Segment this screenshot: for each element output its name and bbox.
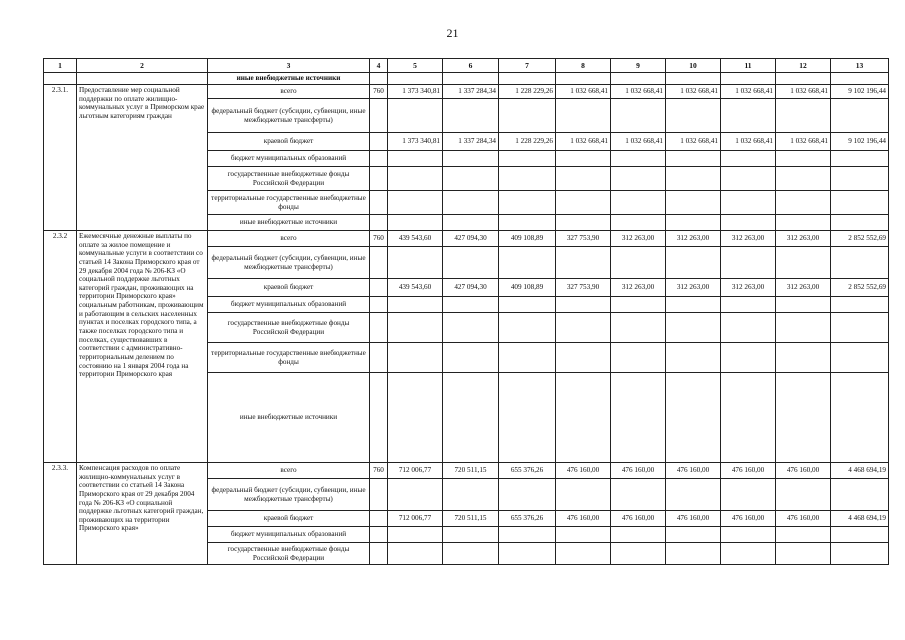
responsible-code xyxy=(370,151,388,167)
amount-cell xyxy=(831,297,889,313)
measure-name: Компенсация расходов по оплате жилищно-коммунальных услуг в соответствии со статьей 14 Закона Приморского края от 29 декабря 2004 года № 206-КЗ «О социальной поддержке льготных категорий граждан, проживающих на территории Приморского края» xyxy=(77,463,208,565)
amount-cell xyxy=(499,215,556,231)
responsible-code: 760 xyxy=(370,231,388,247)
column-number: 7 xyxy=(499,59,556,73)
amount-cell xyxy=(776,297,831,313)
responsible-code xyxy=(370,133,388,151)
amount-cell xyxy=(443,343,499,373)
amount-cell xyxy=(721,167,776,191)
amount-cell xyxy=(666,543,721,565)
amount-cell: 1 373 340,81 xyxy=(388,133,443,151)
amount-cell xyxy=(666,527,721,543)
program-rows xyxy=(44,85,889,565)
amount-cell: 4 468 694,19 xyxy=(831,511,889,527)
amount-cell xyxy=(388,479,443,511)
amount-cell xyxy=(443,99,499,133)
page-number: 21 xyxy=(446,26,459,40)
column-number: 6 xyxy=(443,59,499,73)
amount-cell: 712 006,77 xyxy=(388,511,443,527)
amount-cell xyxy=(443,479,499,511)
amount-cell: 476 160,00 xyxy=(611,463,666,479)
responsible-code xyxy=(370,247,388,279)
amount-cell xyxy=(721,99,776,133)
amount-cell: 720 511,15 xyxy=(443,463,499,479)
amount-cell xyxy=(611,167,666,191)
amount-cell xyxy=(556,343,611,373)
column-number-row xyxy=(44,59,889,73)
amount-cell xyxy=(721,191,776,215)
amount-cell xyxy=(611,191,666,215)
responsible-code xyxy=(370,297,388,313)
amount-cell xyxy=(611,343,666,373)
amount-cell xyxy=(776,99,831,133)
funding-source: территориальные государственные внебюджетные фонды xyxy=(208,191,370,215)
amount-cell xyxy=(556,167,611,191)
table-row xyxy=(44,231,889,247)
amount-cell xyxy=(831,167,889,191)
amount-cell xyxy=(499,543,556,565)
amount-cell: 312 263,00 xyxy=(776,279,831,297)
amount-cell: 712 006,77 xyxy=(388,463,443,479)
funding-source: бюджет муниципальных образований xyxy=(208,151,370,167)
amount-cell xyxy=(499,343,556,373)
amount-cell xyxy=(388,297,443,313)
measure-name: Ежемесячные денежные выплаты по оплате за жилое помещение и коммунальные услуги в соответствии со статьей 14 Закона Приморского края от 29 декабря 2004 года № 206-КЗ «О социальной поддержке льготных категорий граждан, проживающих на территории Приморского края» социальным работникам, проживающим и работающим в сельских населенных пунктах и поселках городского типа, а также поселках городского типа и поселках, существовавших в соответствии с административно-территориальным делением по состоянию на 1 января 2004 года на территории Приморского края xyxy=(77,231,208,463)
funding-source: краевой бюджет xyxy=(208,133,370,151)
amount-cell xyxy=(611,527,666,543)
amount-cell xyxy=(831,373,889,463)
amount-cell xyxy=(499,313,556,343)
amount-cell xyxy=(831,543,889,565)
column-number: 3 xyxy=(208,59,370,73)
row-index: 2.3.3. xyxy=(44,463,77,565)
amount-cell: 312 263,00 xyxy=(666,279,721,297)
amount-cell xyxy=(666,247,721,279)
funding-source: всего xyxy=(208,85,370,99)
amount-cell xyxy=(556,313,611,343)
amount-cell xyxy=(666,167,721,191)
amount-cell xyxy=(499,167,556,191)
table-row xyxy=(44,73,889,85)
responsible-code: 760 xyxy=(370,463,388,479)
responsible-code xyxy=(370,167,388,191)
responsible-code xyxy=(370,191,388,215)
column-number: 10 xyxy=(666,59,721,73)
funding-source: бюджет муниципальных образований xyxy=(208,297,370,313)
funding-source: территориальные государственные внебюджетные фонды xyxy=(208,343,370,373)
amount-cell xyxy=(776,191,831,215)
amount-cell xyxy=(776,247,831,279)
table-row xyxy=(44,85,889,99)
amount-cell xyxy=(831,527,889,543)
amount-cell xyxy=(388,151,443,167)
amount-cell xyxy=(556,479,611,511)
amount-cell xyxy=(721,247,776,279)
amount-cell xyxy=(776,373,831,463)
amount-cell xyxy=(721,215,776,231)
amount-cell xyxy=(776,543,831,565)
amount-cell xyxy=(666,479,721,511)
amount-cell: 1 032 668,41 xyxy=(776,85,831,99)
amount-cell xyxy=(721,543,776,565)
column-number: 4 xyxy=(370,59,388,73)
responsible-code xyxy=(370,479,388,511)
amount-cell xyxy=(499,479,556,511)
amount-cell: 312 263,00 xyxy=(666,231,721,247)
amount-cell xyxy=(611,543,666,565)
amount-cell xyxy=(721,479,776,511)
amount-cell: 9 102 196,44 xyxy=(831,133,889,151)
amount-cell xyxy=(721,343,776,373)
amount-cell: 4 468 694,19 xyxy=(831,463,889,479)
amount-cell xyxy=(388,527,443,543)
column-number: 11 xyxy=(721,59,776,73)
amount-cell xyxy=(556,527,611,543)
amount-cell xyxy=(776,151,831,167)
table-row xyxy=(44,463,889,479)
responsible-code xyxy=(370,527,388,543)
amount-cell xyxy=(388,543,443,565)
responsible-code xyxy=(370,543,388,565)
amount-cell xyxy=(666,191,721,215)
responsible-code: 760 xyxy=(370,85,388,99)
amount-cell: 327 753,90 xyxy=(556,279,611,297)
amount-cell xyxy=(831,215,889,231)
amount-cell xyxy=(388,247,443,279)
amount-cell xyxy=(556,191,611,215)
funding-source: государственные внебюджетные фонды Российской Федерации xyxy=(208,167,370,191)
amount-cell xyxy=(831,191,889,215)
amount-cell: 1 032 668,41 xyxy=(721,133,776,151)
amount-cell: 439 543,60 xyxy=(388,279,443,297)
amount-cell xyxy=(443,543,499,565)
amount-cell xyxy=(611,313,666,343)
amount-cell: 312 263,00 xyxy=(611,279,666,297)
amount-cell xyxy=(666,99,721,133)
amount-cell xyxy=(443,527,499,543)
amount-cell xyxy=(388,167,443,191)
amount-cell xyxy=(611,247,666,279)
amount-cell: 312 263,00 xyxy=(776,231,831,247)
amount-cell xyxy=(831,99,889,133)
amount-cell xyxy=(443,191,499,215)
row-index: 2.3.1. xyxy=(44,85,77,231)
responsible-code xyxy=(370,511,388,527)
amount-cell: 1 032 668,41 xyxy=(666,133,721,151)
amount-cell xyxy=(388,99,443,133)
amount-cell: 1 337 284,34 xyxy=(443,133,499,151)
amount-cell xyxy=(721,373,776,463)
amount-cell xyxy=(831,479,889,511)
column-number: 9 xyxy=(611,59,666,73)
amount-cell xyxy=(666,373,721,463)
amount-cell xyxy=(443,247,499,279)
amount-cell xyxy=(556,99,611,133)
amount-cell xyxy=(556,373,611,463)
amount-cell xyxy=(556,247,611,279)
funding-source: краевой бюджет xyxy=(208,279,370,297)
amount-cell: 427 094,30 xyxy=(443,279,499,297)
amount-cell xyxy=(556,297,611,313)
amount-cell xyxy=(611,479,666,511)
amount-cell xyxy=(443,313,499,343)
amount-cell xyxy=(388,215,443,231)
amount-cell xyxy=(499,297,556,313)
amount-cell: 476 160,00 xyxy=(611,511,666,527)
amount-cell xyxy=(443,151,499,167)
responsible-code xyxy=(370,215,388,231)
amount-cell xyxy=(443,297,499,313)
source-label: иные внебюджетные источники xyxy=(208,73,370,85)
amount-cell xyxy=(721,151,776,167)
amount-cell: 312 263,00 xyxy=(611,231,666,247)
funding-source: всего xyxy=(208,231,370,247)
column-number: 12 xyxy=(776,59,831,73)
amount-cell: 409 108,89 xyxy=(499,231,556,247)
amount-cell xyxy=(388,343,443,373)
amount-cell xyxy=(831,343,889,373)
amount-cell xyxy=(831,151,889,167)
amount-cell: 439 543,60 xyxy=(388,231,443,247)
responsible-code xyxy=(370,279,388,297)
amount-cell xyxy=(776,215,831,231)
responsible-code xyxy=(370,373,388,463)
amount-cell xyxy=(611,215,666,231)
amount-cell xyxy=(499,191,556,215)
amount-cell: 2 852 552,69 xyxy=(831,231,889,247)
responsible-code xyxy=(370,343,388,373)
amount-cell: 1 032 668,41 xyxy=(611,85,666,99)
amount-cell: 312 263,00 xyxy=(721,231,776,247)
amount-cell: 476 160,00 xyxy=(666,463,721,479)
funding-source: всего xyxy=(208,463,370,479)
amount-cell xyxy=(499,373,556,463)
funding-source: иные внебюджетные источники xyxy=(208,215,370,231)
amount-cell xyxy=(556,543,611,565)
amount-cell xyxy=(611,373,666,463)
amount-cell: 427 094,30 xyxy=(443,231,499,247)
amount-cell: 1 373 340,81 xyxy=(388,85,443,99)
amount-cell xyxy=(776,527,831,543)
amount-cell xyxy=(721,313,776,343)
amount-cell: 1 032 668,41 xyxy=(666,85,721,99)
amount-cell: 476 160,00 xyxy=(556,511,611,527)
amount-cell: 2 852 552,69 xyxy=(831,279,889,297)
amount-cell xyxy=(776,167,831,191)
funding-source: краевой бюджет xyxy=(208,511,370,527)
responsible-code xyxy=(370,99,388,133)
amount-cell xyxy=(721,297,776,313)
amount-cell: 476 160,00 xyxy=(721,463,776,479)
amount-cell: 720 511,15 xyxy=(443,511,499,527)
amount-cell xyxy=(443,373,499,463)
amount-cell xyxy=(388,191,443,215)
amount-cell: 9 102 196,44 xyxy=(831,85,889,99)
funding-source: федеральный бюджет (субсидии, субвенции, иные межбюджетные трансферты) xyxy=(208,247,370,279)
column-number: 13 xyxy=(831,59,889,73)
budget-table xyxy=(43,58,889,565)
amount-cell: 1 032 668,41 xyxy=(776,133,831,151)
amount-cell xyxy=(831,247,889,279)
amount-cell: 1 032 668,41 xyxy=(556,133,611,151)
amount-cell xyxy=(776,479,831,511)
amount-cell xyxy=(666,313,721,343)
funding-source: государственные внебюджетные фонды Российской Федерации xyxy=(208,313,370,343)
amount-cell xyxy=(611,99,666,133)
amount-cell xyxy=(666,151,721,167)
funding-source: бюджет муниципальных образований xyxy=(208,527,370,543)
amount-cell: 1 337 284,34 xyxy=(443,85,499,99)
amount-cell xyxy=(388,373,443,463)
measure-name: Предоставление мер социальной поддержки по оплате жилищно-коммунальных услуг в Приморском крае льготным категориям граждан xyxy=(77,85,208,231)
column-number: 2 xyxy=(77,59,208,73)
column-number: 1 xyxy=(44,59,77,73)
funding-source: иные внебюджетные источники xyxy=(208,373,370,463)
amount-cell xyxy=(499,247,556,279)
amount-cell: 312 263,00 xyxy=(721,279,776,297)
amount-cell: 476 160,00 xyxy=(721,511,776,527)
amount-cell xyxy=(776,313,831,343)
amount-cell: 655 376,26 xyxy=(499,511,556,527)
amount-cell: 1 228 229,26 xyxy=(499,133,556,151)
amount-cell xyxy=(611,297,666,313)
amount-cell xyxy=(499,527,556,543)
amount-cell xyxy=(388,313,443,343)
funding-source: государственные внебюджетные фонды Российской Федерации xyxy=(208,543,370,565)
amount-cell xyxy=(611,151,666,167)
responsible-code xyxy=(370,313,388,343)
amount-cell xyxy=(499,99,556,133)
amount-cell: 655 376,26 xyxy=(499,463,556,479)
amount-cell: 1 228 229,26 xyxy=(499,85,556,99)
row-index: 2.3.2 xyxy=(44,231,77,463)
amount-cell: 476 160,00 xyxy=(776,511,831,527)
column-number: 8 xyxy=(556,59,611,73)
amount-cell xyxy=(666,215,721,231)
funding-source: федеральный бюджет (субсидии, субвенции, иные межбюджетные трансферты) xyxy=(208,99,370,133)
amount-cell: 1 032 668,41 xyxy=(556,85,611,99)
amount-cell: 1 032 668,41 xyxy=(611,133,666,151)
amount-cell: 1 032 668,41 xyxy=(721,85,776,99)
column-number: 5 xyxy=(388,59,443,73)
amount-cell xyxy=(556,151,611,167)
amount-cell: 327 753,90 xyxy=(556,231,611,247)
amount-cell xyxy=(666,343,721,373)
amount-cell xyxy=(776,343,831,373)
amount-cell: 476 160,00 xyxy=(776,463,831,479)
funding-source: федеральный бюджет (субсидии, субвенции, иные межбюджетные трансферты) xyxy=(208,479,370,511)
amount-cell xyxy=(556,215,611,231)
amount-cell xyxy=(443,215,499,231)
amount-cell xyxy=(666,297,721,313)
amount-cell xyxy=(721,527,776,543)
amount-cell: 476 160,00 xyxy=(556,463,611,479)
amount-cell xyxy=(499,151,556,167)
amount-cell xyxy=(443,167,499,191)
amount-cell xyxy=(831,313,889,343)
amount-cell: 476 160,00 xyxy=(666,511,721,527)
amount-cell: 409 108,89 xyxy=(499,279,556,297)
